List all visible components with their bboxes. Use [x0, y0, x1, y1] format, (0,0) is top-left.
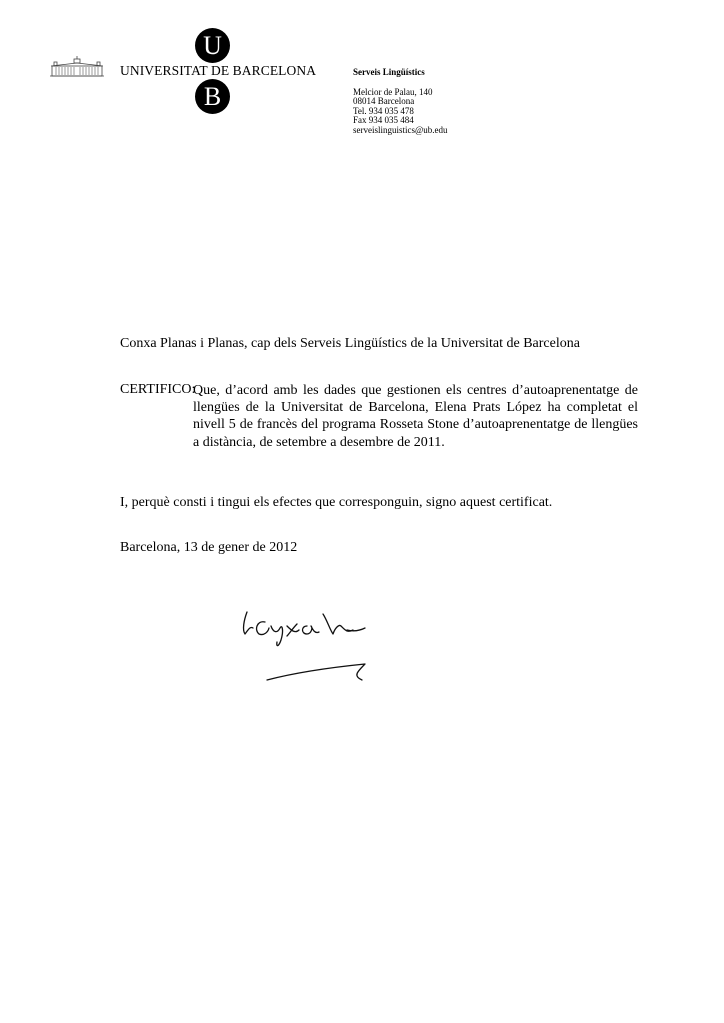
monogram-u: U: [195, 28, 230, 63]
university-name: UNIVERSITAT DE BARCELONA: [120, 63, 317, 78]
signature: [235, 600, 375, 690]
department-address-street: Melcior de Palau, 140: [353, 86, 433, 97]
department-phone: Tel. 934 035 478: [353, 105, 414, 116]
certificate-body: Que, d’acord amb les dades que gestionen els centres d’autoaprenentatge de llengües de la Universitat de Barcelona, Elena Prats López ha completat el nivell 5 de francès del programa Rosseta Stone d’autoaprenentatge de llengües a distància, de setembre a desembre de 2011.: [193, 383, 638, 450]
department-name: Serveis Lingüístics: [353, 67, 425, 77]
department-email: serveislinguistics@ub.edu: [353, 124, 448, 135]
department-contact-block: [353, 68, 448, 136]
certifico-label: CERTIFICO:: [120, 382, 196, 397]
certificate-intro: Conxa Planas i Planas, cap dels Serveis Lingüístics de la Universitat de Barcelona: [120, 336, 580, 351]
certificate-closing: I, perquè consti i tingui els efectes que corresponguin, signo aquest certificat.: [120, 495, 553, 510]
place-date: Barcelona, 13 de gener de 2012: [120, 540, 298, 555]
department-address-city: 08014 Barcelona: [353, 96, 415, 107]
university-building-logo: [50, 56, 104, 78]
department-fax: Fax 934 035 484: [353, 115, 414, 126]
monogram-b: B: [195, 79, 230, 114]
